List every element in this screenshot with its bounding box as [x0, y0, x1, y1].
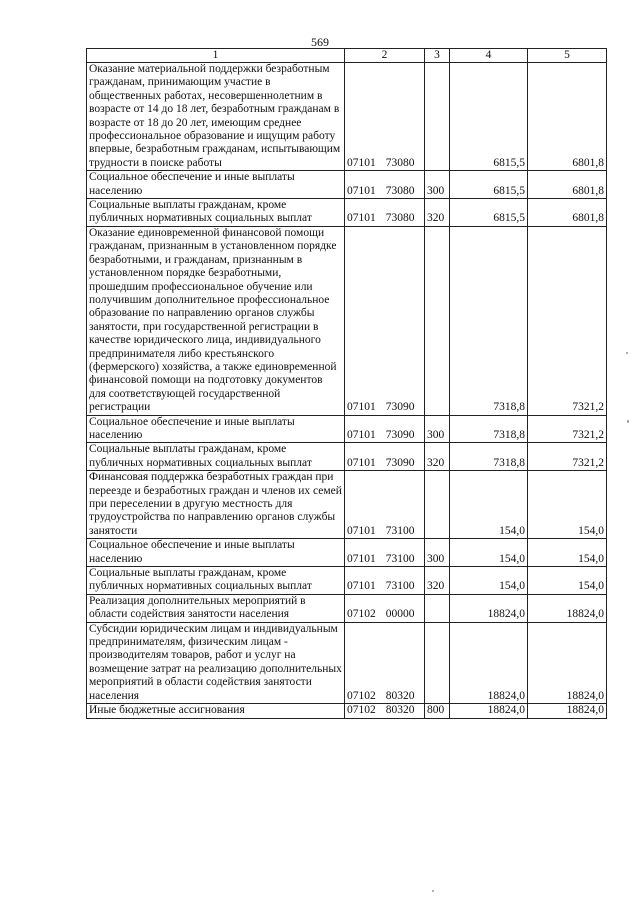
row-name-cell: Иные бюджетные ассигнования — [87, 704, 345, 718]
program-code: 07101 — [347, 401, 376, 414]
scan-speck — [432, 890, 434, 892]
amount-col5-cell: 7321,2 — [528, 226, 607, 415]
direction-code: 73100 — [385, 552, 415, 565]
expense-type-cell: 300 — [425, 415, 450, 443]
header-cell-4: 4 — [450, 49, 528, 63]
row-name-cell: Социальные выплаты гражданам, кроме публичных нормативных социальных выплат — [87, 567, 345, 595]
amount-col5-cell: 7321,2 — [528, 415, 607, 443]
expense-type-cell: 800 — [425, 704, 450, 718]
row-code-cell — [345, 415, 425, 443]
expense-type-cell: 300 — [425, 539, 450, 567]
table-row — [87, 539, 607, 567]
amount-col5-cell: 154,0 — [528, 567, 607, 595]
table-row — [87, 704, 607, 718]
row-code-cell — [345, 539, 425, 567]
expense-type-cell: 320 — [425, 443, 450, 471]
amount-col4-cell: 7318,8 — [450, 443, 528, 471]
amount-col5-cell: 6801,8 — [528, 63, 607, 171]
row-code-cell — [345, 443, 425, 471]
table-row — [87, 471, 607, 539]
program-code: 07101 — [347, 456, 376, 469]
row-code-cell — [345, 594, 425, 622]
amount-col4-cell: 6815,5 — [450, 171, 528, 199]
amount-col4-cell: 6815,5 — [450, 199, 528, 227]
program-code: 07101 — [347, 428, 376, 441]
expense-type-cell — [425, 622, 450, 703]
table-row — [87, 171, 607, 199]
row-code-cell — [345, 171, 425, 199]
amount-col4-cell: 18824,0 — [450, 622, 528, 703]
amount-col5-cell: 18824,0 — [528, 622, 607, 703]
amount-col5-cell: 154,0 — [528, 471, 607, 539]
direction-code: 73100 — [385, 580, 415, 593]
direction-code: 80320 — [385, 704, 415, 717]
row-code-cell — [345, 704, 425, 718]
direction-code: 73100 — [385, 524, 415, 537]
program-code: 07101 — [347, 552, 376, 565]
program-code: 07101 — [347, 184, 376, 197]
row-code-cell — [345, 199, 425, 227]
table-row — [87, 622, 607, 703]
row-name-cell: Реализация дополнительных мероприятий в области содействия занятости населения — [87, 594, 345, 622]
amount-col4-cell: 6815,5 — [450, 63, 528, 171]
budget-table — [86, 48, 607, 719]
scan-speck — [626, 352, 628, 354]
program-code: 07101 — [347, 212, 376, 225]
amount-col4-cell: 154,0 — [450, 539, 528, 567]
direction-code: 73090 — [385, 428, 415, 441]
amount-col4-cell: 7318,8 — [450, 415, 528, 443]
expense-type-cell — [425, 471, 450, 539]
direction-code: 80320 — [385, 689, 415, 702]
table-row — [87, 443, 607, 471]
row-name-cell: Субсидии юридическим лицам и индивидуальным предпринимателям, физическим лицам - производителям товаров, работ и услуг на возмещение затрат на реализацию дополнительных мероприятий в области содействия занятости населения — [87, 622, 345, 703]
header-cell-1: 1 — [87, 49, 345, 63]
row-code-cell — [345, 471, 425, 539]
row-name-cell: Социальное обеспечение и иные выплаты населению — [87, 415, 345, 443]
table-row — [87, 199, 607, 227]
direction-code: 73080 — [385, 184, 415, 197]
row-name-cell: Социальное обеспечение и иные выплаты населению — [87, 539, 345, 567]
amount-col5-cell: 6801,8 — [528, 199, 607, 227]
table-row — [87, 567, 607, 595]
header-cell-5: 5 — [528, 49, 607, 63]
direction-code: 73090 — [385, 456, 415, 469]
expense-type-cell — [425, 226, 450, 415]
header-cell-2: 2 — [345, 49, 425, 63]
row-code-cell — [345, 622, 425, 703]
amount-col5-cell: 6801,8 — [528, 171, 607, 199]
table-header-row — [87, 49, 607, 63]
page-number: 569 — [311, 35, 329, 49]
row-code-cell — [345, 567, 425, 595]
program-code: 07101 — [347, 580, 376, 593]
header-cell-3: 3 — [425, 49, 450, 63]
row-code-cell — [345, 226, 425, 415]
scan-speck — [627, 420, 629, 423]
expense-type-cell — [425, 594, 450, 622]
table-row — [87, 226, 607, 415]
program-code: 07102 — [347, 704, 376, 717]
table-row — [87, 594, 607, 622]
direction-code: 00000 — [385, 608, 415, 621]
amount-col4-cell: 18824,0 — [450, 704, 528, 718]
amount-col4-cell: 154,0 — [450, 567, 528, 595]
direction-code: 73080 — [385, 156, 415, 169]
amount-col4-cell: 7318,8 — [450, 226, 528, 415]
expense-type-cell — [425, 63, 450, 171]
program-code: 07101 — [347, 524, 376, 537]
row-name-cell: Финансовая поддержка безработных граждан при переезде и безработных граждан и членов их семей при переселении в другую местность для трудоустройства по направлению органов службы занятости — [87, 471, 345, 539]
program-code: 07102 — [347, 689, 376, 702]
expense-type-cell: 300 — [425, 171, 450, 199]
row-name-cell: Социальные выплаты гражданам, кроме публичных нормативных социальных выплат — [87, 443, 345, 471]
amount-col4-cell: 18824,0 — [450, 594, 528, 622]
row-code-cell — [345, 63, 425, 171]
amount-col5-cell: 7321,2 — [528, 443, 607, 471]
direction-code: 73080 — [385, 212, 415, 225]
table-row — [87, 63, 607, 171]
expense-type-cell: 320 — [425, 567, 450, 595]
amount-col4-cell: 154,0 — [450, 471, 528, 539]
program-code: 07102 — [347, 608, 376, 621]
amount-col5-cell: 18824,0 — [528, 704, 607, 718]
row-name-cell: Оказание материальной поддержки безработным гражданам, принимающим участие в общественных работах, несовершеннолетним в возрасте от 14 до 18 лет, безработным гражданам в возрасте от 18 до 20 лет, имеющим среднее профессиональное образование и ищущим работу впервые, безработным гражданам, испытывающим трудности в поиске работы — [87, 63, 345, 171]
program-code: 07101 — [347, 156, 376, 169]
row-name-cell: Социальное обеспечение и иные выплаты населению — [87, 171, 345, 199]
direction-code: 73090 — [385, 401, 415, 414]
amount-col5-cell: 18824,0 — [528, 594, 607, 622]
expense-type-cell: 320 — [425, 199, 450, 227]
amount-col5-cell: 154,0 — [528, 539, 607, 567]
row-name-cell: Социальные выплаты гражданам, кроме публичных нормативных социальных выплат — [87, 199, 345, 227]
row-name-cell: Оказание единовременной финансовой помощи гражданам, признанным в установленном порядке безработными, и гражданам, признанным в установленном порядке безработными, прошедшим профессиональное обучение или получившим дополнительное профессиональное образование по направлению органов службы занятости, при государственной регистрации в качестве юридического лица, индивидуального предпринимателя либо крестьянского (фермерского) хозяйства, а также единовременной финансовой помощи на подготовку документов для соответствующей государственной регистрации — [87, 226, 345, 415]
table-row — [87, 415, 607, 443]
